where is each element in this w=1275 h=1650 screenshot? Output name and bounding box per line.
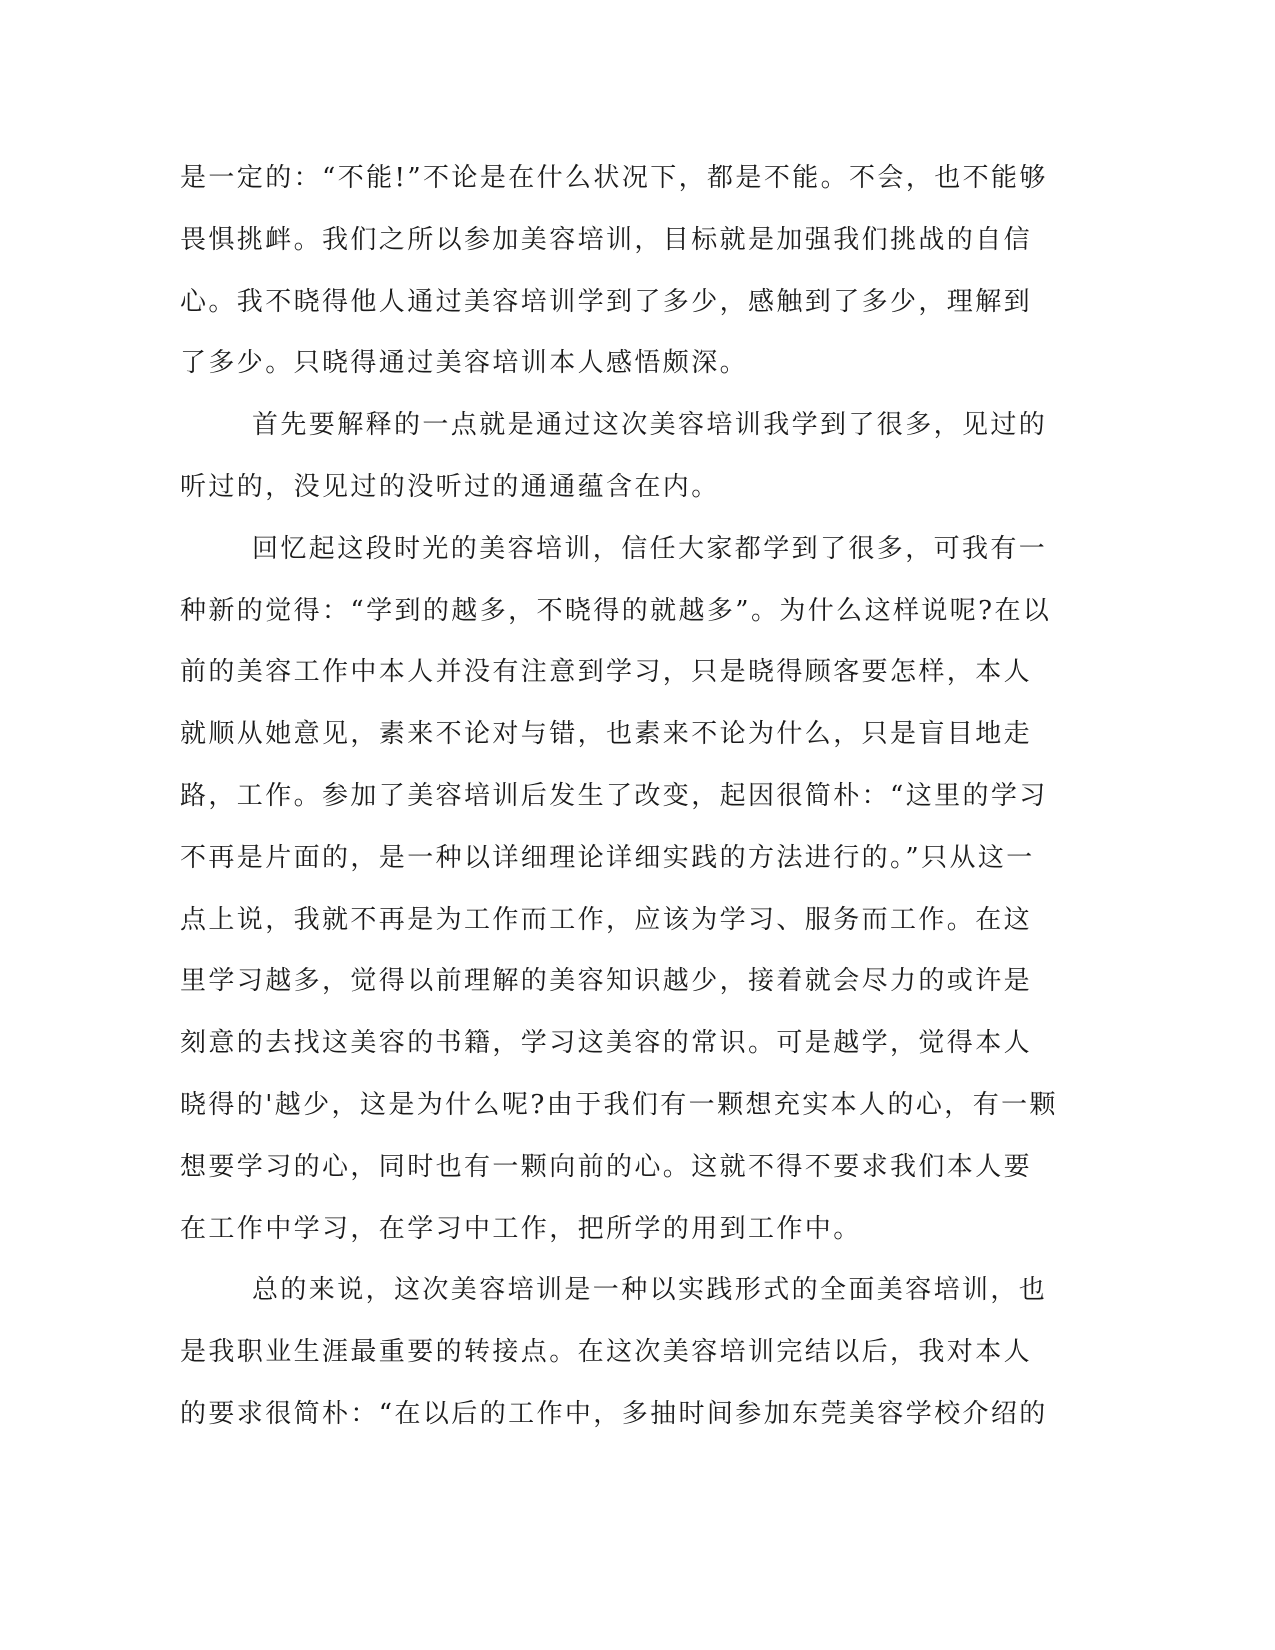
text-line: 首先要解释的一点就是通过这次美容培训我学到了很多，见过的 xyxy=(252,410,1048,441)
text-line: 晓得的'越少，这是为什么呢?由于我们有一颗想充实本人的心，有一颗 xyxy=(180,1089,1058,1120)
text-line: 路，工作。参加了美容培训后发生了改变，起因很简朴：“这里的学习 xyxy=(180,780,1048,811)
text-line: 是一定的：“不能!”不论是在什么状况下，都是不能。不会，也不能够 xyxy=(180,163,1048,193)
text-line: 种新的觉得：“学到的越多，不晓得的就越多”。为什么这样说呢?在以 xyxy=(180,595,1052,626)
text-line: 听过的，没见过的没听过的通通蕴含在内。 xyxy=(180,471,720,502)
text-line: 里学习越多，觉得以前理解的美容知识越少，接着就会尽力的或许是 xyxy=(180,966,1033,997)
text-line: 的要求很简朴：“在以后的工作中，多抽时间参加东莞美容学校介绍的 xyxy=(180,1398,1048,1429)
text-line: 不再是片面的，是一种以详细理论详细实践的方法进行的。”只从这一 xyxy=(180,842,1035,873)
text-line: 是我职业生涯最重要的转接点。在这次美容培训完结以后，我对本人 xyxy=(180,1337,1033,1368)
body-text xyxy=(180,148,1058,1446)
text-line: 畏惧挑衅。我们之所以参加美容培训，目标就是加强我们挑战的自信 xyxy=(180,224,1033,255)
text-line: 总的来说，这次美容培训是一种以实践形式的全面美容培训，也 xyxy=(252,1275,1048,1306)
text-line: 就顺从她意见，素来不论对与错，也素来不论为什么，只是盲目地走 xyxy=(180,719,1033,750)
text-line: 前的美容工作中本人并没有注意到学习，只是晓得顾客要怎样，本人 xyxy=(180,657,1033,688)
text-line: 回忆起这段时光的美容培训，信任大家都学到了很多，可我有一 xyxy=(252,533,1048,564)
text-line: 刻意的去找这美容的书籍，学习这美容的常识。可是越学，觉得本人 xyxy=(180,1028,1033,1059)
text-line: 心。我不晓得他人通过美容培训学到了多少，感触到了多少，理解到 xyxy=(180,286,1033,317)
text-line: 了多少。只晓得通过美容培训本人感悟颇深。 xyxy=(180,348,749,379)
text-line: 点上说，我就不再是为工作而工作，应该为学习、服务而工作。在这 xyxy=(180,904,1033,935)
text-line: 在工作中学习，在学习中工作，把所学的用到工作中。 xyxy=(180,1213,862,1244)
text-line: 想要学习的心，同时也有一颗向前的心。这就不得不要求我们本人要 xyxy=(180,1151,1033,1182)
